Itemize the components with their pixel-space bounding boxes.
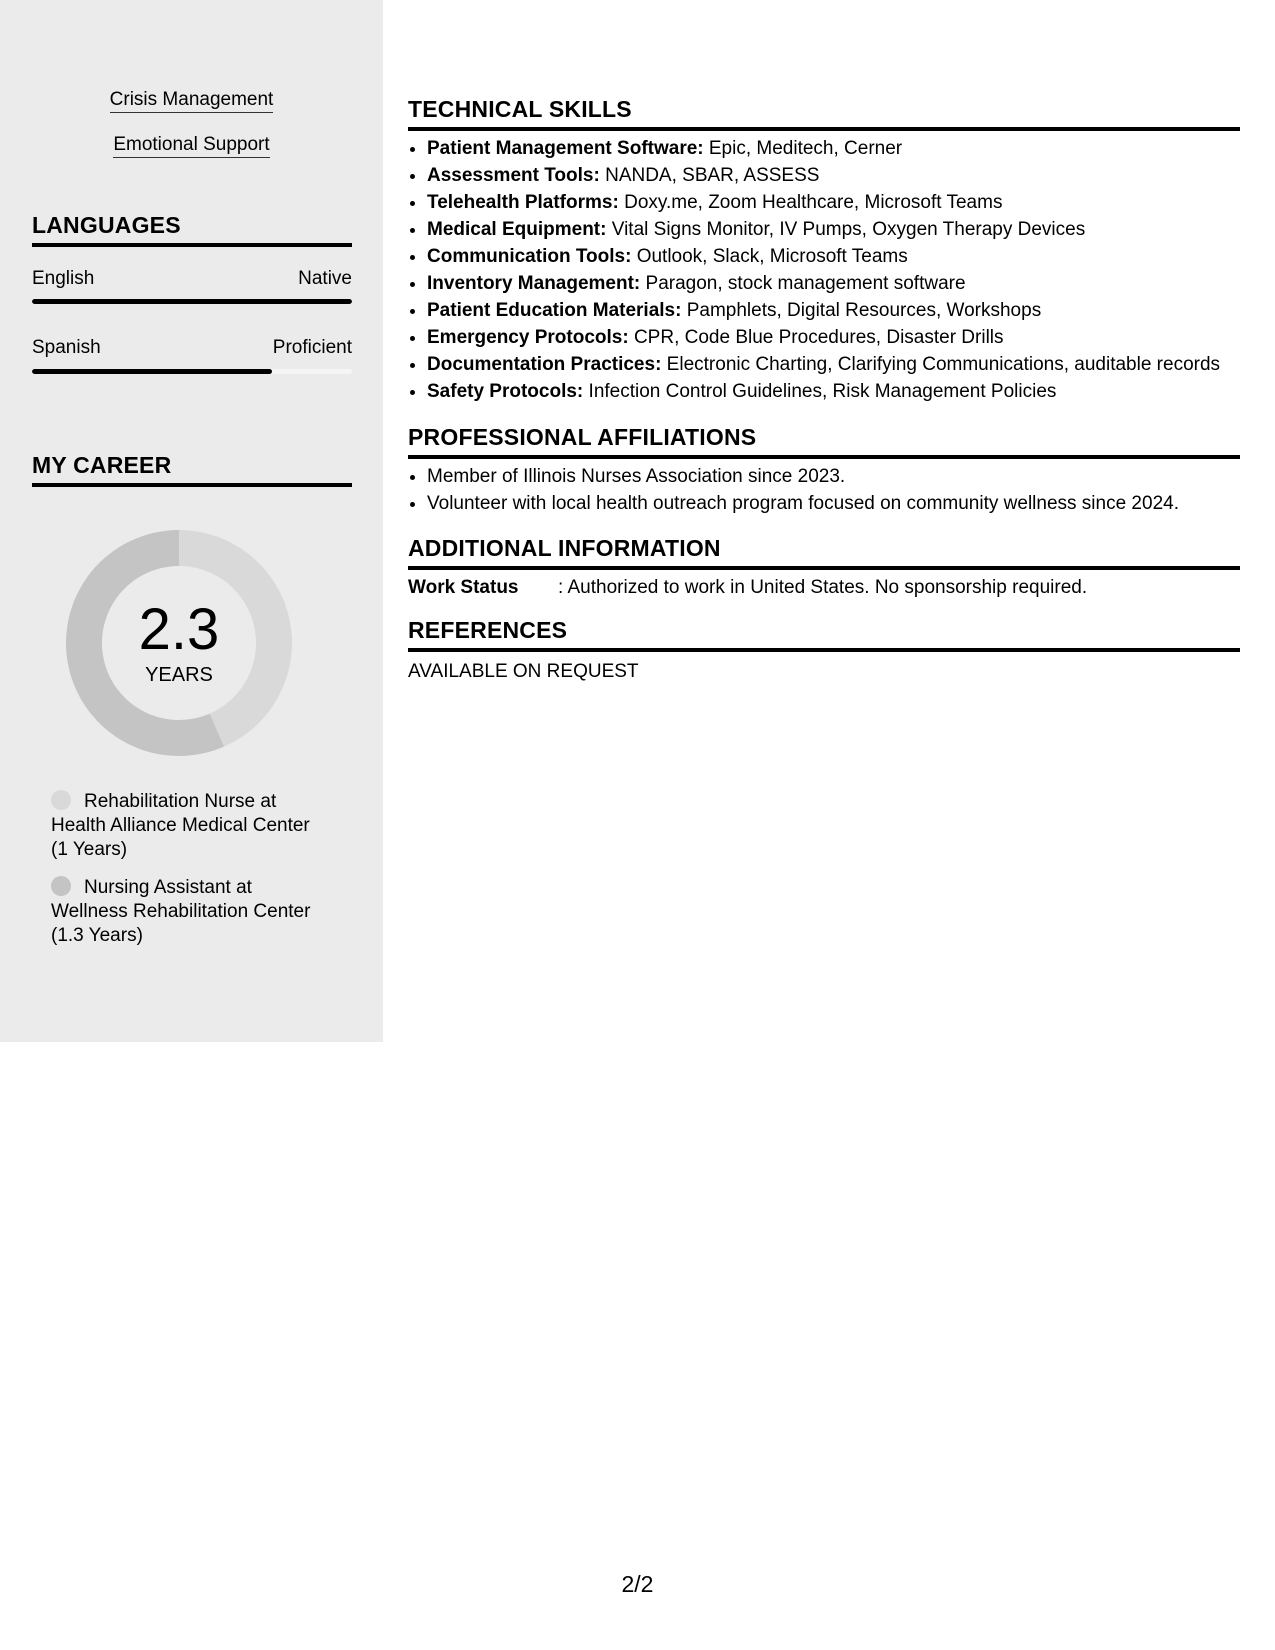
list-item: • Patient Management Software: Epic, Meditech, Cerner [427, 135, 1259, 162]
affiliations-list [408, 463, 1259, 517]
language-name: Spanish [32, 337, 101, 358]
list-item: • Emergency Protocols: CPR, Code Blue Procedures, Disaster Drills [427, 324, 1259, 351]
list-item: • Documentation Practices: Electronic Charting, Clarifying Communications, auditable records [427, 351, 1259, 378]
skill-tag [0, 133, 383, 157]
skill-tag-label: Emotional Support [113, 134, 269, 158]
list-item: • Medical Equipment: Vital Signs Monitor, IV Pumps, Oxygen Therapy Devices [427, 216, 1259, 243]
list-item: • Volunteer with local health outreach program focused on community wellness since 2024. [427, 490, 1259, 517]
list-item: • Safety Protocols: Infection Control Guidelines, Risk Management Policies [427, 378, 1259, 405]
work-status-value: : Authorized to work in United States. No sponsorship required. [558, 577, 1088, 598]
page-number: 2/2 [621, 1571, 654, 1597]
language-proficiency-fill [32, 299, 352, 304]
career-total-years: 2.3 [138, 597, 220, 662]
career-legend-text: Rehabilitation Nurse at Health Alliance Medical Center (1 Years) [51, 791, 310, 860]
list-item: • Telehealth Platforms: Doxy.me, Zoom Healthcare, Microsoft Teams [427, 189, 1259, 216]
sidebar [0, 0, 383, 1042]
languages-heading: LANGUAGES [32, 212, 352, 247]
career-legend-text: Nursing Assistant at Wellness Rehabilitation Center (1.3 Years) [51, 877, 311, 946]
list-item: • Communication Tools: Outlook, Slack, Microsoft Teams [427, 243, 1259, 270]
career-legend-item [51, 790, 321, 862]
language-proficiency-bar [32, 299, 352, 304]
technical-skills-list [408, 135, 1259, 405]
references-text: AVAILABLE ON REQUEST [408, 661, 639, 682]
legend-dot-icon [51, 790, 71, 810]
legend-dot-icon [51, 876, 71, 896]
language-level: Native [298, 268, 352, 289]
career-legend-item [51, 876, 321, 948]
work-status-label: Work Status [408, 577, 519, 598]
list-item: • Member of Illinois Nurses Association since 2023. [427, 463, 1259, 490]
list-item: • Inventory Management: Paragon, stock management software [427, 270, 1259, 297]
language-name: English [32, 268, 95, 289]
skill-tag-label: Crisis Management [110, 89, 274, 113]
additional-info-heading: ADDITIONAL INFORMATION [408, 535, 1240, 570]
list-item: • Patient Education Materials: Pamphlets, Digital Resources, Workshops [427, 297, 1259, 324]
language-level: Proficient [272, 337, 352, 358]
language-row [32, 268, 352, 290]
work-status-row [408, 577, 1240, 599]
technical-skills-heading: TECHNICAL SKILLS [408, 96, 1240, 131]
list-item: • Assessment Tools: NANDA, SBAR, ASSESS [427, 162, 1259, 189]
career-total-unit: YEARS [145, 664, 213, 686]
references-heading: REFERENCES [408, 617, 1240, 652]
language-proficiency-bar [32, 369, 352, 374]
affiliations-heading: PROFESSIONAL AFFILIATIONS [408, 424, 1240, 459]
skill-tag [0, 88, 383, 112]
language-proficiency-fill [32, 369, 272, 374]
career-heading: MY CAREER [32, 452, 352, 487]
language-row [32, 337, 352, 359]
